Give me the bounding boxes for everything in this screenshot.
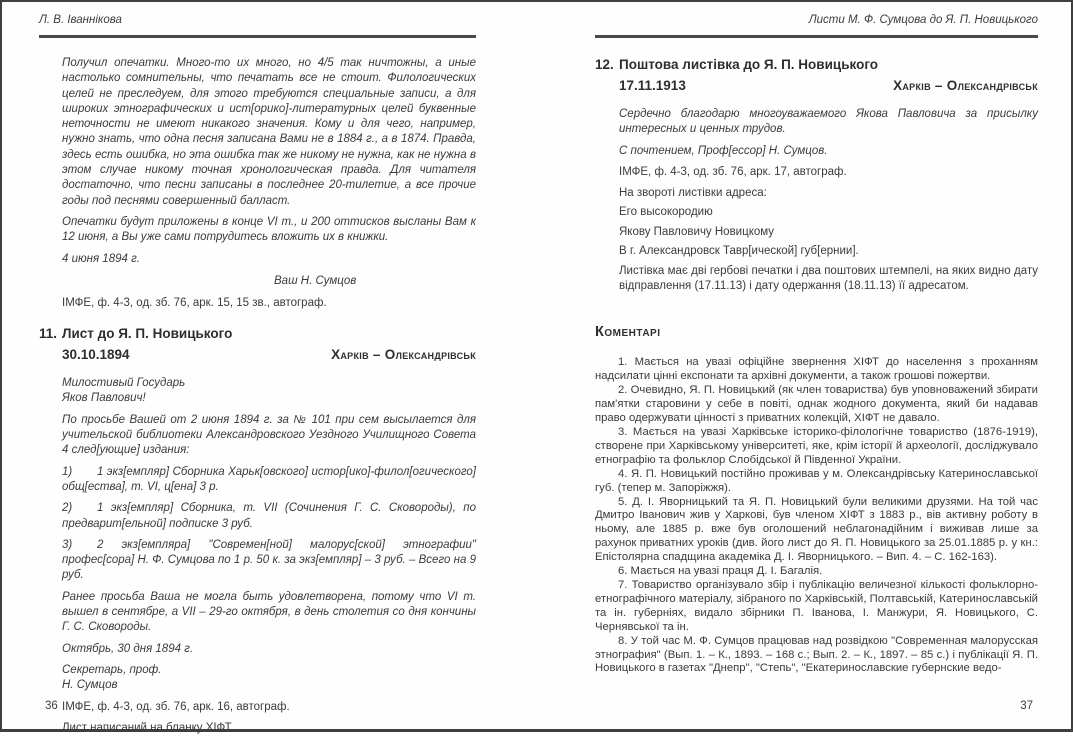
list-item	[62, 465, 476, 496]
header-rule-left	[39, 35, 476, 38]
list-item-number: 1)	[62, 465, 73, 478]
letter-signature: Секретарь, проф.	[62, 663, 162, 676]
letter-note: Лист написаний на бланку ХІФТ.	[62, 721, 234, 734]
letter-title: Лист до Я. П. Новицького	[62, 326, 233, 342]
letter-place: Харків – Олександрівськ	[331, 347, 476, 363]
letter-number: 11.	[39, 326, 58, 342]
archive-reference: ІМФЕ, ф. 4-3, од. зб. 76, арк. 16, автограф.	[62, 700, 290, 713]
letter-date: 30.10.1894	[62, 347, 130, 363]
letter-signature: Н. Сумцов	[62, 679, 118, 692]
list-item-number: 3)	[62, 538, 73, 551]
comment-item: 3. Мається на увазі Харківське історико-філологічне товариство (1876-1919), створене при Харківському університеті, яке, крім історії й археології, досліджувало етнографію та фольклор Слобідської й Південної України.	[595, 426, 1038, 466]
comment-item: 1. Мається на увазі офіційне звернення ХІФТ до населення з проханням надсилати цінні експонати та архівні документи, а також грошові пожертви.	[595, 356, 1038, 383]
comment-item: 4. Я. П. Новицький постійно проживав у м. Олександрівську Катеринославської губ. (тепер м. Запоріжжя).	[595, 467, 1038, 494]
running-header-left: Л. В. Іваннікова	[39, 14, 122, 26]
letter-signature: Ваш Н. Сумцов	[274, 274, 357, 287]
letter-paragraph: Ранее просьба Ваша не могла быть удовлетворена, потому что VI т. вышел в сентябре, а VII – 29-го октября, в день столетия со дня кончины Г. С. Сковороды.	[62, 590, 476, 634]
letter-title: Поштова листівка до Я. П. Новицького	[619, 57, 879, 72]
list-item-text: 1 экз[емпляр] Сборника Харьк[овского] истор[ико]-филол[огического] общ[ества], т. VI, ц[ена] 3 р.	[62, 465, 476, 493]
address-line: Якову Павловичу Новицкому	[619, 225, 775, 238]
letter-paragraph: Опечатки будут приложены в конце VI т., и 200 оттисков высланы Вам к 12 июня, а Вы уже сами потрудитесь вложить их в книжки.	[62, 215, 476, 244]
list-item	[62, 501, 476, 532]
letter-closing: С почтением, Проф[ессор] Н. Сумцов.	[619, 144, 828, 157]
list-item	[62, 538, 476, 584]
archive-reference: ІМФЕ, ф. 4-3, од. зб. 76, арк. 17, автограф.	[619, 165, 847, 178]
comment-item: 6. Мається на увазі праця Д. І. Багалія.	[618, 565, 823, 578]
letter-paragraph: Получил опечатки. Много-то их много, но 4/5 так ничтожны, а иные настолько сомнительны, что печатать все не стоит. Филологических целей не преследуем, для этого требуются специальные записи, а для широких этнографических и ист[орико]-литературных целей буквенные неточности не имеют никакого значения. Кому и для чего, например, нужно знать, что одна песня записана Вами не в 1884 г., а в 1874. Правда, здесь есть ошибка, но эта ошибка так же никому не нужна, как не нужна в этом случае никому точная хронологическая правда. Для читателя достаточно, что песни записаны в последнее 20-тилетие, а все прочие годы под песнями совершенный балласт.	[62, 57, 476, 207]
running-header-right: Листи М. Ф. Сумцова до Я. П. Новицького	[808, 14, 1038, 26]
letter-paragraph: Сердечно благодарю многоуважаемого Якова Павловича за присылку интересных и ценных трудов.	[619, 108, 1038, 136]
page-right	[595, 2, 1038, 676]
letter-date: 17.11.1913	[619, 78, 686, 93]
page-left	[39, 2, 476, 741]
letter-place: Харків – Олександрівськ	[893, 78, 1038, 93]
salutation: Яков Павлович!	[62, 392, 146, 405]
letter-12-body	[619, 107, 1038, 159]
letter-12-heading	[595, 56, 1038, 94]
archive-reference: ІМФЕ, ф. 4-3, од. зб. 76, арк. 15, 15 зв., автограф.	[62, 297, 327, 310]
address-line: В г. Александровск Тавр[ической] губ[ернии].	[619, 245, 859, 258]
comment-item: 7. Товариство організувало збір і публікацію величезної кількості фольклорно-етнографічного матеріалу, зібраного по Харківській, Полтавській, Катеринославській та ін. губерніях, видало збірники П. Іванова, І. Манжури, Я. Новицького, С. Чернявської та ін.	[595, 578, 1038, 633]
letter-10-body	[62, 56, 476, 267]
letter-date-line: Октябрь, 30 дня 1894 г.	[62, 642, 194, 655]
letter-11-heading	[39, 325, 476, 363]
letter-number: 12.	[595, 57, 614, 72]
comment-item: 5. Д. І. Яворницький та Я. П. Новицький були великими друзями. На той час Дмитро Іванович жив у Харкові, був членом ХІФТ з 1883 р., вів активну роботу в ньому, але 1885 р. вже був оголошений неблагонадійним і виживав лише за рахунок приватних уроків (див. його лист до Я. П. Новицького за 25.01.1885 р. у кн.: Епістолярна спадщина академіка Д. І. Яворницького. – Вип. 4. – С. 162-163).	[595, 495, 1038, 564]
address-intro: На звороті листівки адреса:	[619, 186, 767, 199]
list-item-text: 2 экз[емпляра] "Современ[ной] малорус[ской] этнографии" профес[сора] Н. Ф. Сумцова по 1 р. 50 к. за экз[емпляр] – 3 руб. – Всего на 9 руб.	[62, 538, 476, 582]
header-rule-right	[595, 35, 1038, 38]
comment-item: 2. Очевидно, Я. П. Новицький (як член товариства) був уповноважений збирати пам'ятки старовини у себе в повіті, однак жодного документа, який би надавав право одержувати цінності з приватних колекцій, ХІФТ не давало.	[595, 384, 1038, 425]
page-number-right: 37	[1020, 700, 1033, 712]
salutation: Милостивый Государь	[62, 377, 186, 390]
letter-paragraph: По просьбе Вашей от 2 июня 1894 г. за № 101 при сем высылается для учительской библиотеки Александровского Уездного Училищного Совета 4 след[ующие] издания:	[62, 413, 476, 457]
page-number-left: 36	[45, 700, 58, 712]
list-item-number: 2)	[62, 502, 73, 515]
postcard-note: Листівка має дві гербові печатки і два поштових штемпелі, на яких видно дату відправлення (17.11.13) і дату одержання (18.11.13) її адресатом.	[619, 264, 1038, 293]
comments-heading: Коментарі	[595, 324, 661, 341]
address-line: Его высокородию	[619, 206, 713, 219]
comment-item: 8. У той час М. Ф. Сумцов працював над розвідкою "Современная малорусская этнография" (Вып. 1. – К., 1893. – 168 с.; Вып. 2. – К., 1897. – 85 с.) і публікації Я. П. Новицького в газетах "Днепр", "Степь", "Екатеринославские губернские ведо-	[595, 634, 1038, 675]
letter-11-body	[62, 376, 476, 693]
letter-date-line: 4 июня 1894 г.	[62, 252, 140, 265]
list-item-text: 1 экз[емпляр] Сборника, т. VII (Сочинения Г. С. Сковороды), по предварит[ельной] подписке 3 руб.	[62, 502, 476, 530]
